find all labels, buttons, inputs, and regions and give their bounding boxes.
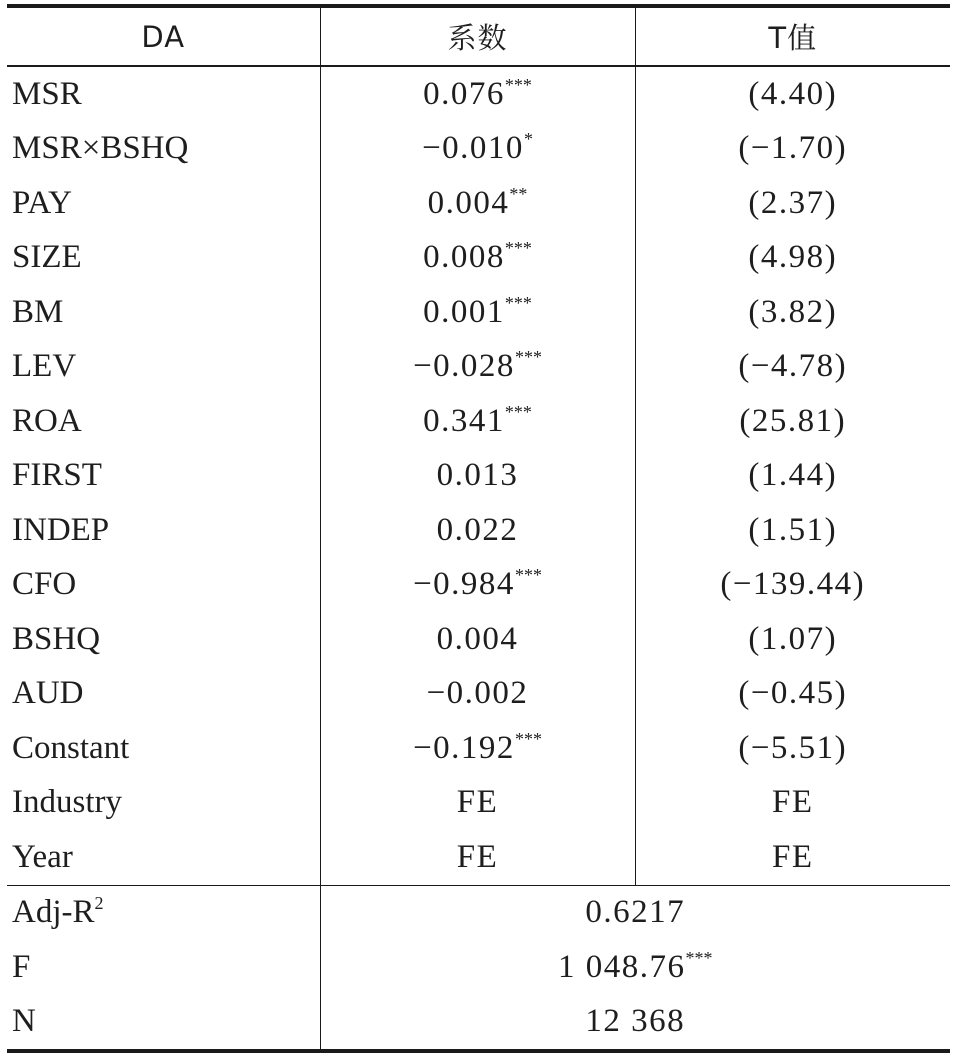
coefficient-value: FE: [456, 784, 499, 821]
variable-name: MSR: [12, 75, 82, 112]
significance-stars: ***: [514, 565, 542, 586]
variable-label: [7, 830, 320, 885]
coefficient-cell: [320, 176, 635, 231]
significance-stars: **: [509, 183, 528, 204]
variable-label: [7, 503, 320, 558]
coefficient-cell: [320, 558, 635, 613]
t-value: (−1.70): [738, 130, 848, 167]
table-row: [7, 776, 950, 831]
header-da: DA: [7, 6, 320, 66]
stat-value-cell: [320, 940, 950, 995]
coefficient-value: FE: [456, 838, 499, 875]
t-value: (1.44): [748, 457, 838, 494]
coefficient-cell: [320, 285, 635, 340]
t-value: FE: [771, 838, 814, 875]
variable-name: ROA: [12, 402, 82, 439]
coefficient-cell: [320, 231, 635, 286]
header-t-value: T值: [635, 6, 950, 66]
header-row: [7, 6, 950, 66]
variable-label: [7, 231, 320, 286]
significance-stars: ***: [514, 728, 542, 749]
t-value: (4.98): [748, 239, 838, 276]
variable-name: Year: [12, 838, 73, 875]
stat-name: Adj-R: [12, 894, 95, 931]
t-value: (2.37): [748, 184, 838, 221]
stat-value-cell: [320, 885, 950, 940]
stat-value: 1 048.76: [558, 948, 686, 985]
t-value-cell: [635, 449, 950, 504]
coefficient-value: 0.341: [423, 402, 505, 439]
t-value-cell: [635, 776, 950, 831]
variable-label: [7, 340, 320, 395]
coefficient-cell: [320, 721, 635, 776]
stat-name: F: [12, 948, 31, 985]
significance-stars: *: [523, 129, 533, 150]
stat-value-cell: [320, 995, 950, 1052]
coefficient-cell: [320, 122, 635, 177]
coefficient-value: 0.004: [427, 184, 510, 221]
variable-label: [7, 667, 320, 722]
t-value: (1.51): [748, 511, 838, 548]
stat-value: 0.6217: [585, 894, 686, 931]
stat-row: [7, 885, 950, 940]
significance-stars: ***: [504, 401, 532, 422]
variable-label: [7, 721, 320, 776]
stat-row: [7, 995, 950, 1052]
t-value: (3.82): [748, 293, 838, 330]
variable-label: [7, 449, 320, 504]
coefficient-value: −0.192: [413, 729, 515, 766]
significance-stars: ***: [514, 347, 542, 368]
stat-row: [7, 940, 950, 995]
stat-superscript: 2: [94, 893, 104, 914]
variable-label: [7, 122, 320, 177]
table-row: [7, 66, 950, 122]
t-value-cell: [635, 66, 950, 122]
variable-name: SIZE: [12, 239, 82, 276]
table-row: [7, 449, 950, 504]
coefficient-value: 0.001: [423, 293, 505, 330]
coefficient-value: −0.010: [422, 130, 524, 167]
table-row: [7, 285, 950, 340]
variable-name: BM: [12, 293, 64, 330]
t-value-cell: [635, 612, 950, 667]
table-row: [7, 340, 950, 395]
coefficient-cell: [320, 830, 635, 885]
coefficient-cell: [320, 612, 635, 667]
variable-name: PAY: [12, 184, 72, 221]
variable-label: [7, 776, 320, 831]
coefficient-value: −0.028: [413, 348, 515, 385]
coefficient-cell: [320, 449, 635, 504]
variable-name: CFO: [12, 566, 77, 603]
variable-name: MSR×BSHQ: [12, 130, 189, 167]
table-row: [7, 503, 950, 558]
stat-label: [7, 885, 320, 940]
coefficient-value: 0.013: [436, 457, 519, 494]
variable-name: AUD: [12, 675, 84, 712]
table-row: [7, 558, 950, 613]
t-value-cell: [635, 830, 950, 885]
regression-table: [7, 4, 950, 1053]
table-row: [7, 122, 950, 177]
significance-stars: ***: [504, 238, 532, 259]
t-value: (−139.44): [720, 566, 866, 603]
variable-label: [7, 558, 320, 613]
variable-name: FIRST: [12, 457, 102, 494]
stat-label: [7, 995, 320, 1052]
variable-name: LEV: [12, 348, 77, 385]
t-value-cell: [635, 394, 950, 449]
coefficient-value: 0.022: [436, 511, 519, 548]
table-row: [7, 721, 950, 776]
variable-name: Constant: [12, 729, 130, 766]
variable-label: [7, 285, 320, 340]
t-value-cell: [635, 721, 950, 776]
stat-value: 12 368: [585, 1003, 686, 1040]
significance-stars: ***: [504, 74, 532, 95]
coefficient-value: −0.002: [426, 675, 529, 712]
stat-name: N: [12, 1003, 36, 1040]
t-value: (−4.78): [738, 348, 848, 385]
table-row: [7, 231, 950, 286]
t-value-cell: [635, 231, 950, 286]
t-value: (25.81): [739, 402, 847, 439]
significance-stars: ***: [504, 292, 532, 313]
table-row: [7, 667, 950, 722]
table-row: [7, 176, 950, 231]
t-value-cell: [635, 667, 950, 722]
variable-label: [7, 176, 320, 231]
stat-label: [7, 940, 320, 995]
variable-name: BSHQ: [12, 620, 101, 657]
t-value-cell: [635, 558, 950, 613]
coefficient-cell: [320, 66, 635, 122]
significance-stars: ***: [685, 947, 713, 968]
t-value: FE: [771, 784, 814, 821]
variable-name: Industry: [12, 784, 122, 821]
variable-name: INDEP: [12, 511, 110, 548]
coefficient-value: 0.004: [436, 620, 519, 657]
variable-label: [7, 612, 320, 667]
variable-label: [7, 394, 320, 449]
t-value-cell: [635, 340, 950, 395]
table-row: [7, 830, 950, 885]
t-value: (−5.51): [738, 729, 848, 766]
variable-label: [7, 66, 320, 122]
t-value: (4.40): [748, 75, 838, 112]
coefficient-value: 0.076: [423, 75, 505, 112]
variable-rows: [7, 66, 950, 885]
table-row: [7, 394, 950, 449]
coefficient-cell: [320, 776, 635, 831]
coefficient-cell: [320, 503, 635, 558]
coefficient-cell: [320, 667, 635, 722]
header-coefficient: 系数: [320, 6, 635, 66]
t-value-cell: [635, 285, 950, 340]
coefficient-value: −0.984: [413, 566, 515, 603]
coefficient-value: 0.008: [423, 239, 505, 276]
t-value-cell: [635, 503, 950, 558]
coefficient-cell: [320, 340, 635, 395]
t-value-cell: [635, 176, 950, 231]
statistics-rows: [7, 885, 950, 1051]
t-value: (−0.45): [738, 675, 848, 712]
table-row: [7, 612, 950, 667]
coefficient-cell: [320, 394, 635, 449]
t-value: (1.07): [748, 620, 838, 657]
t-value-cell: [635, 122, 950, 177]
